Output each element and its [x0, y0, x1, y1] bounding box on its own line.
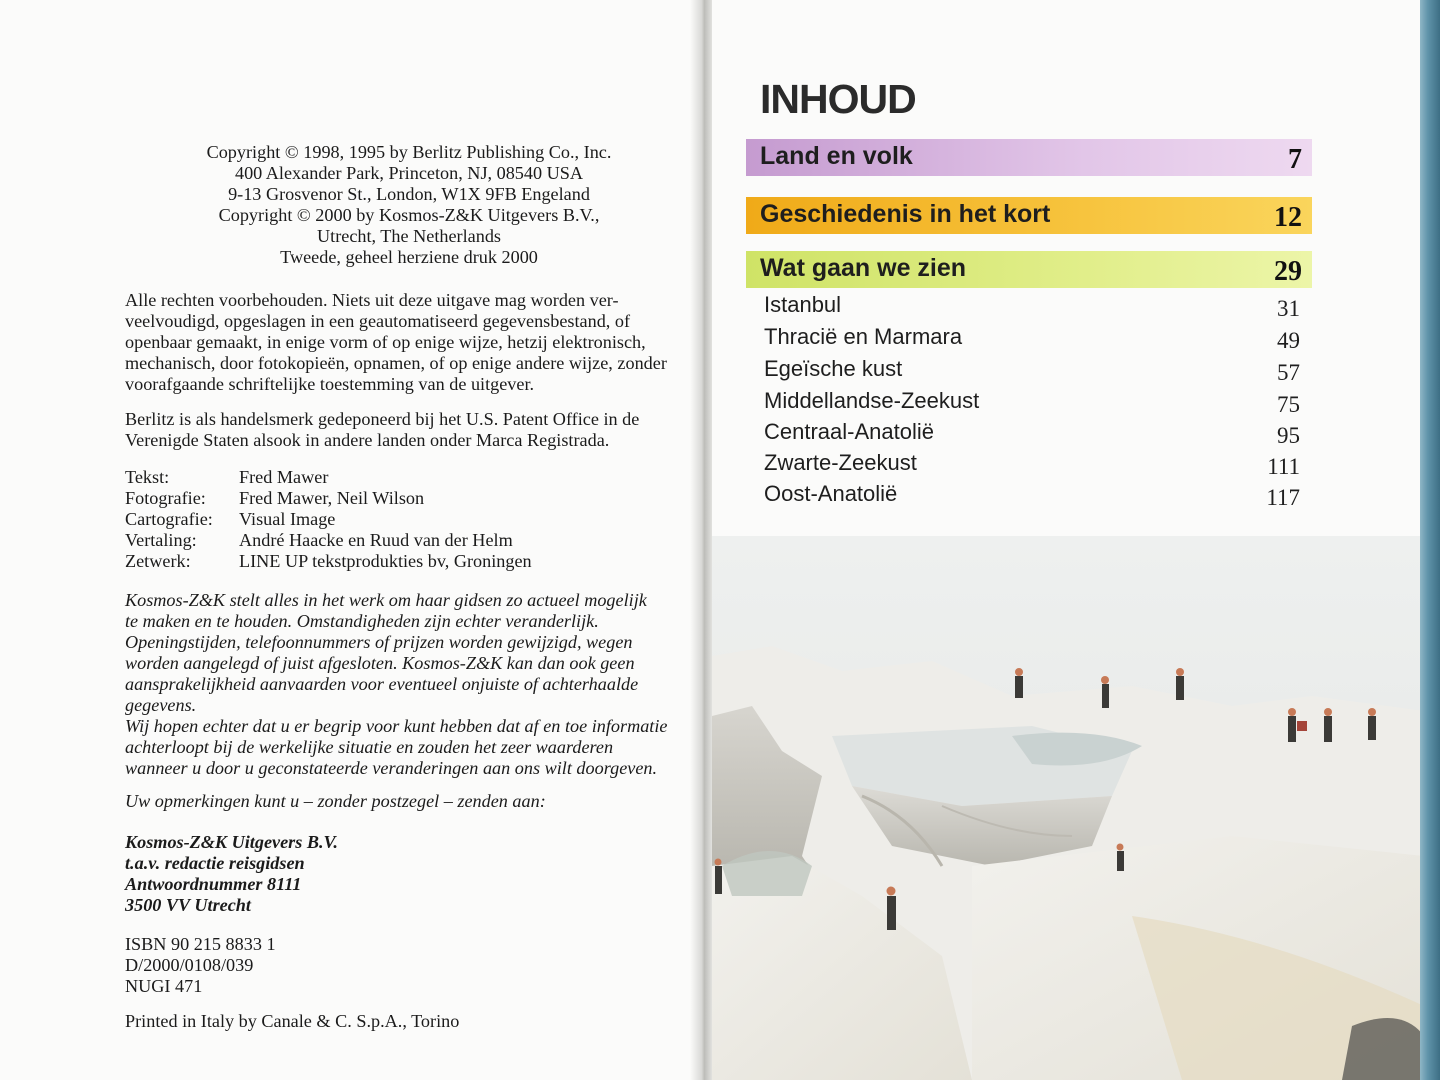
trademark-line: Verenigde Staten alsook in andere landen onder Marca Registrada.: [125, 430, 610, 450]
notice-line: worden aangelegd of juist afgesloten. Kosmos-Z&K kan dan ook geen: [125, 653, 635, 673]
toc-entry-label: Oost-Anatolië: [764, 481, 898, 506]
isbn-line: D/2000/0108/039: [125, 955, 254, 975]
isbn-block: [125, 934, 693, 997]
credit-row: [125, 488, 532, 509]
rights-line: mechanisch, door fotokopieën, opnamen, of op enige andere wijze, zonder: [125, 353, 667, 373]
toc-entry-page: 117: [1266, 485, 1300, 510]
credit-value: Fred Mawer, Neil Wilson: [239, 488, 425, 508]
address-line: Antwoordnummer 8111: [125, 874, 302, 894]
toc-section-wat-gaan-we-zien: [746, 251, 1312, 288]
credit-label: Tekst:: [125, 467, 170, 487]
notice-paragraph: [125, 590, 693, 779]
toc-entry-page: 111: [1267, 454, 1300, 479]
notice-line: te maken en te houden. Omstandigheden zijn echter veranderlijk.: [125, 611, 599, 631]
address-line: Kosmos-Z&K Uitgevers B.V.: [125, 832, 338, 852]
copyright-line: Tweede, geheel herziene druk 2000: [280, 247, 538, 267]
copyright-line: 9-13 Grosvenor St., London, W1X 9FB Engeland: [228, 184, 590, 204]
trademark-line: Berlitz is als handelsmerk gedeponeerd bij het U.S. Patent Office in de: [125, 409, 640, 429]
toc-entry: [764, 292, 1312, 322]
credit-label: Vertaling:: [125, 530, 197, 550]
toc-entry-page: 49: [1277, 328, 1300, 353]
copyright-line: Copyright © 2000 by Kosmos-Z&K Uitgevers B.V.,: [218, 205, 600, 225]
left-page: [0, 0, 700, 1080]
toc-entry-page: 31: [1277, 296, 1300, 321]
isbn-line: ISBN 90 215 8833 1: [125, 934, 276, 954]
toc-entry-label: Thracië en Marmara: [764, 324, 963, 349]
toc-entry-page: 95: [1277, 423, 1300, 448]
trademark-paragraph: [125, 409, 693, 451]
toc-entry: [764, 419, 1312, 449]
toc-entry: [764, 450, 1312, 480]
toc-title: INHOUD: [760, 76, 916, 122]
credit-label: Cartografie:: [125, 509, 213, 529]
toc-section-land-en-volk: [746, 139, 1312, 176]
toc-entry-page: 57: [1277, 360, 1300, 385]
toc-section-label: Geschiedenis in het kort: [760, 200, 1051, 228]
toc-section-page: 29: [1274, 256, 1302, 287]
credit-value: LINE UP tekstprodukties bv, Groningen: [239, 551, 532, 571]
toc-entry: [764, 481, 1312, 511]
toc-section-geschiedenis: [746, 197, 1312, 234]
notice-line: aansprakelijkheid aanvaarden voor eventueel onjuiste of achterhaalde: [125, 674, 639, 694]
notice-line: Kosmos-Z&K stelt alles in het werk om haar gidsen zo actueel mogelijk: [125, 590, 647, 610]
rights-paragraph: [125, 290, 693, 395]
printed-text: Printed in Italy by Canale & C. S.p.A., Torino: [125, 1011, 460, 1031]
toc-section-label: Wat gaan we zien: [760, 254, 967, 282]
copyright-line: Utrecht, The Netherlands: [317, 226, 501, 246]
credit-row: [125, 467, 532, 488]
toc-entry-label: Zwarte-Zeekust: [764, 450, 917, 475]
notice-line: Openingstijden, telefoonnummers of prijzen worden gewijzigd, wegen: [125, 632, 633, 652]
remarks-text: Uw opmerkingen kunt u – zonder postzegel – zenden aan:: [125, 791, 546, 811]
toc-entry: [764, 388, 1312, 418]
notice-line: Wij hopen echter dat u er begrip voor kunt hebben dat af en toe informatie: [125, 716, 668, 736]
rights-line: Alle rechten voorbehouden. Niets uit deze uitgave mag worden ver-: [125, 290, 619, 310]
toc-entry-page: 75: [1277, 392, 1300, 417]
credit-label: Fotografie:: [125, 488, 206, 508]
notice-line: gegevens.: [125, 695, 197, 715]
address-line: t.a.v. redactie reisgidsen: [125, 853, 305, 873]
isbn-line: NUGI 471: [125, 976, 203, 996]
credits-table: [125, 467, 532, 572]
copyright-line: 400 Alexander Park, Princeton, NJ, 08540 USA: [234, 163, 584, 183]
credit-value: Visual Image: [239, 509, 336, 529]
notice-line: achterloopt bij de werkelijke situatie en zouden het zeer waarderen: [125, 737, 614, 757]
copyright-block: [125, 142, 693, 268]
toc-entry: [764, 356, 1312, 386]
toc-entry: [764, 324, 1312, 354]
credit-row: [125, 551, 532, 572]
credit-label: Zetwerk:: [125, 551, 191, 571]
book-edge: [1420, 0, 1440, 1080]
rights-line: veelvoudigd, opgeslagen in een geautomatiseerd gegevensbestand, of: [125, 311, 631, 331]
toc-entry-label: Centraal-Anatolië: [764, 419, 934, 444]
credit-row: [125, 530, 532, 551]
toc-entry-label: Middellandse-Zeekust: [764, 388, 980, 413]
toc-section-page: 7: [1288, 144, 1302, 175]
right-page: [712, 0, 1424, 1080]
toc-section-label: Land en volk: [760, 142, 913, 170]
rights-line: voorafgaande schriftelijke toestemming van de uitgever.: [125, 374, 535, 394]
toc-section-page: 12: [1274, 202, 1302, 233]
toc-entry-label: Istanbul: [764, 292, 842, 317]
credit-row: [125, 509, 532, 530]
notice-line: wanneer u door u geconstateerde veranderingen aan ons wilt doorgeven.: [125, 758, 658, 778]
printed-line: [125, 1011, 693, 1032]
copyright-line: Copyright © 1998, 1995 by Berlitz Publishing Co., Inc.: [206, 142, 612, 162]
credit-value: Fred Mawer: [239, 467, 329, 487]
address-line: 3500 VV Utrecht: [125, 895, 251, 915]
address-block: [125, 832, 693, 916]
credit-value: André Haacke en Ruud van der Helm: [239, 530, 513, 550]
travertine-terraces-photo: [712, 536, 1424, 1080]
rights-line: openbaar gemaakt, in enige vorm of op enige wijze, hetzij elektronisch,: [125, 332, 646, 352]
toc-entry-label: Egeïsche kust: [764, 356, 903, 381]
imprint-text: [125, 142, 693, 1032]
remarks-line: [125, 791, 693, 812]
